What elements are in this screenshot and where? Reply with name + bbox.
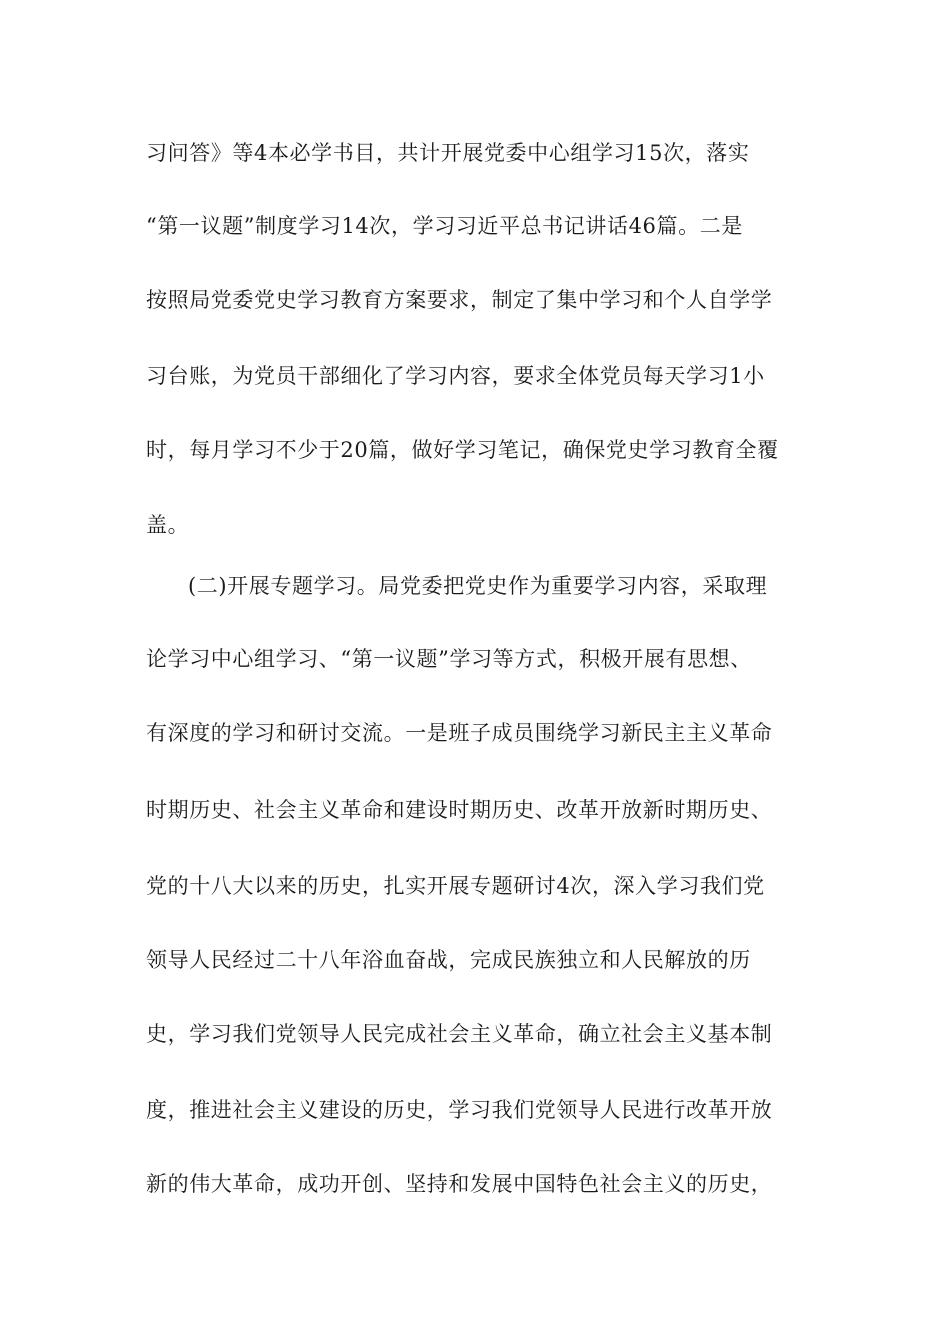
text-line: 论学习中心组学习、“第一议题”学习等方式，积极开展有思想、 bbox=[146, 647, 752, 671]
text-line: 习问答》等4本必学书目，共计开展党委中心组学习15次，落实 bbox=[146, 141, 750, 165]
text-line: 时期历史、社会主义革命和建设时期历史、改革开放新时期历史、 bbox=[146, 798, 773, 822]
text-line: 领导人民经过二十八年浴血奋战，完成民族独立和人民解放的历 bbox=[146, 948, 751, 972]
text-line: 党的十八大以来的历史，扎实开展专题研讨4次，深入学习我们党 bbox=[146, 874, 765, 898]
text-line: 习台账，为党员干部细化了学习内容，要求全体党员每天学习1小 bbox=[146, 364, 765, 388]
text-line: 有深度的学习和研讨交流。一是班子成员围绕学习新民主主义革命 bbox=[146, 721, 773, 745]
text-line: 新的伟大革命，成功开创、坚持和发展中国特色社会主义的历史， bbox=[146, 1172, 773, 1196]
text-line: 度，推进社会主义建设的历史，学习我们党领导人民进行改革开放 bbox=[146, 1098, 773, 1122]
text-line: “第一议题”制度学习14次，学习习近平总书记讲话46篇。二是 bbox=[146, 214, 743, 238]
section-heading-line: (二)开展专题学习。局党委把党史作为重要学习内容，采取理 bbox=[188, 574, 768, 598]
text-line: 时，每月学习不少于20篇，做好学习笔记，确保党史学习教育全覆 bbox=[146, 438, 779, 462]
text-line: 盖。 bbox=[146, 513, 190, 537]
text-line: 史，学习我们党领导人民完成社会主义革命，确立社会主义基本制 bbox=[146, 1022, 773, 1046]
text-line: 按照局党委党史学习教育方案要求，制定了集中学习和个人自学学 bbox=[146, 288, 773, 312]
